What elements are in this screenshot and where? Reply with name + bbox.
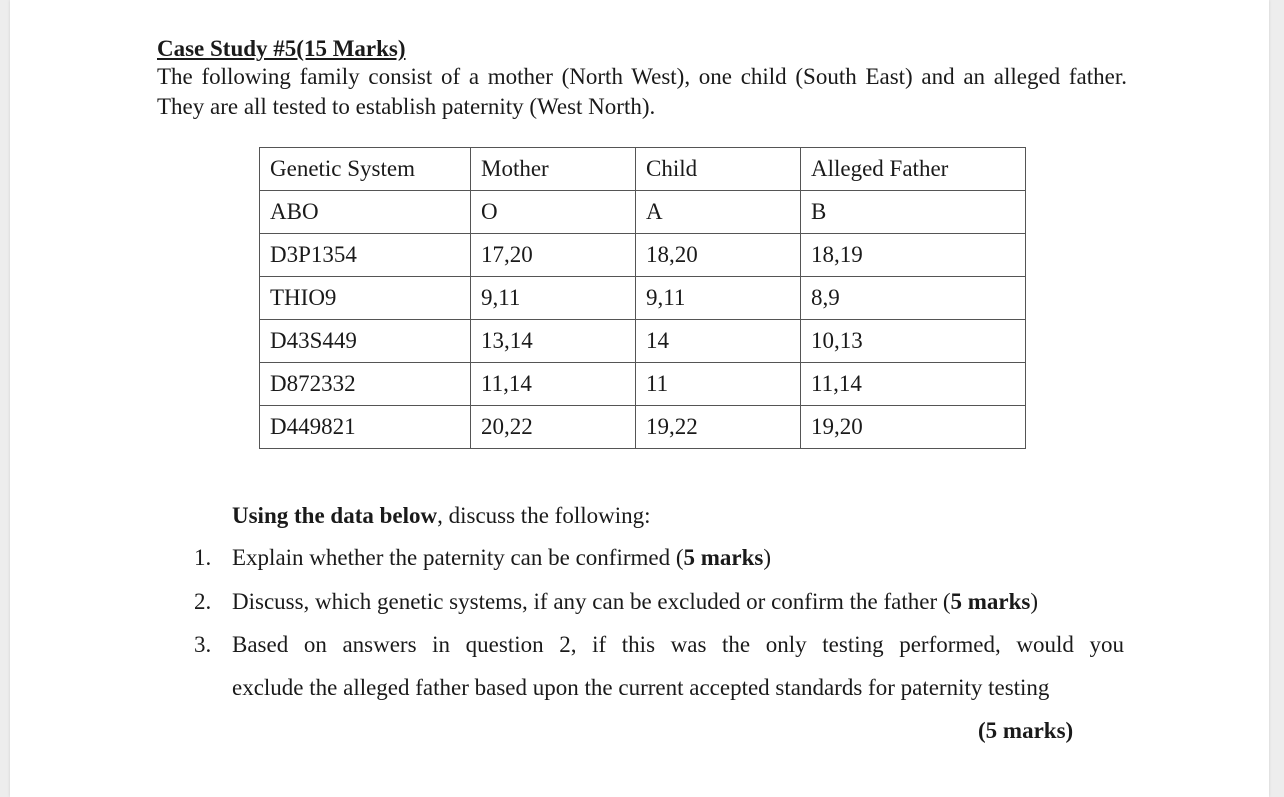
cell-father: 11,14 — [801, 363, 1026, 406]
cell-system: D449821 — [260, 406, 471, 449]
cell-system: D872332 — [260, 363, 471, 406]
question-marks: 5 marks — [683, 545, 764, 570]
cell-child: 11 — [636, 363, 801, 406]
cell-child: 18,20 — [636, 234, 801, 277]
header-alleged-father: Alleged Father — [801, 148, 1026, 191]
question-body: Explain whether the paternity can be confirmed ( — [232, 545, 684, 570]
question-number: 2. — [194, 589, 212, 614]
question-body: Discuss, which genetic systems, if any can be excluded or confirm the father ( — [232, 589, 951, 614]
cell-mother: O — [471, 191, 636, 234]
cell-father: 10,13 — [801, 320, 1026, 363]
question-1 — [194, 543, 771, 573]
cell-mother: 9,11 — [471, 277, 636, 320]
cell-father: 18,19 — [801, 234, 1026, 277]
cell-child: 19,22 — [636, 406, 801, 449]
question-3-marks: (5 marks) — [978, 718, 1074, 743]
cell-child: 14 — [636, 320, 801, 363]
instruction-bold: Using the data below — [232, 503, 438, 528]
cell-father: 8,9 — [801, 277, 1026, 320]
instruction-rest: , discuss the following: — [437, 503, 651, 528]
question-text-line1: Based on answers in question 2, if this was the only testing performed, would you — [232, 632, 1124, 657]
cell-system: ABO — [260, 191, 471, 234]
question-text — [232, 543, 771, 573]
cell-father: B — [801, 191, 1026, 234]
document-page — [10, 0, 1269, 797]
cell-mother: 13,14 — [471, 320, 636, 363]
header-genetic-system: Genetic System — [260, 148, 471, 191]
cell-child: 9,11 — [636, 277, 801, 320]
cell-mother: 11,14 — [471, 363, 636, 406]
question-number: 3. — [194, 632, 212, 657]
question-2 — [194, 587, 1038, 617]
question-3 — [194, 630, 1124, 660]
table-row — [260, 363, 1026, 406]
table-row — [260, 320, 1026, 363]
question-number: 1. — [194, 545, 212, 570]
question-text-line2: exclude the alleged father based upon the current accepted standards for paternity testing — [232, 675, 1050, 700]
cell-system: D3P1354 — [260, 234, 471, 277]
table-row — [260, 234, 1026, 277]
question-marks: 5 marks — [950, 589, 1031, 614]
table-row — [260, 406, 1026, 449]
cell-system: D43S449 — [260, 320, 471, 363]
cell-mother: 20,22 — [471, 406, 636, 449]
instruction-text — [232, 501, 651, 531]
table-row — [260, 277, 1026, 320]
table-row — [260, 191, 1026, 234]
header-child: Child — [636, 148, 801, 191]
question-close: ) — [763, 545, 772, 570]
question-close: ) — [1030, 589, 1039, 614]
cell-system: THIO9 — [260, 277, 471, 320]
question-text — [232, 587, 1038, 617]
cell-father: 19,20 — [801, 406, 1026, 449]
table-header-row — [260, 148, 1026, 191]
case-study-heading: Case Study #5(15 Marks) — [157, 36, 406, 61]
header-mother: Mother — [471, 148, 636, 191]
cell-mother: 17,20 — [471, 234, 636, 277]
cell-child: A — [636, 191, 801, 234]
intro-paragraph: The following family consist of a mother (North West), one child (South East) and an alleged father. They are all tested to establish paternity (West North). — [157, 64, 1127, 119]
genetic-data-table — [259, 147, 1026, 449]
